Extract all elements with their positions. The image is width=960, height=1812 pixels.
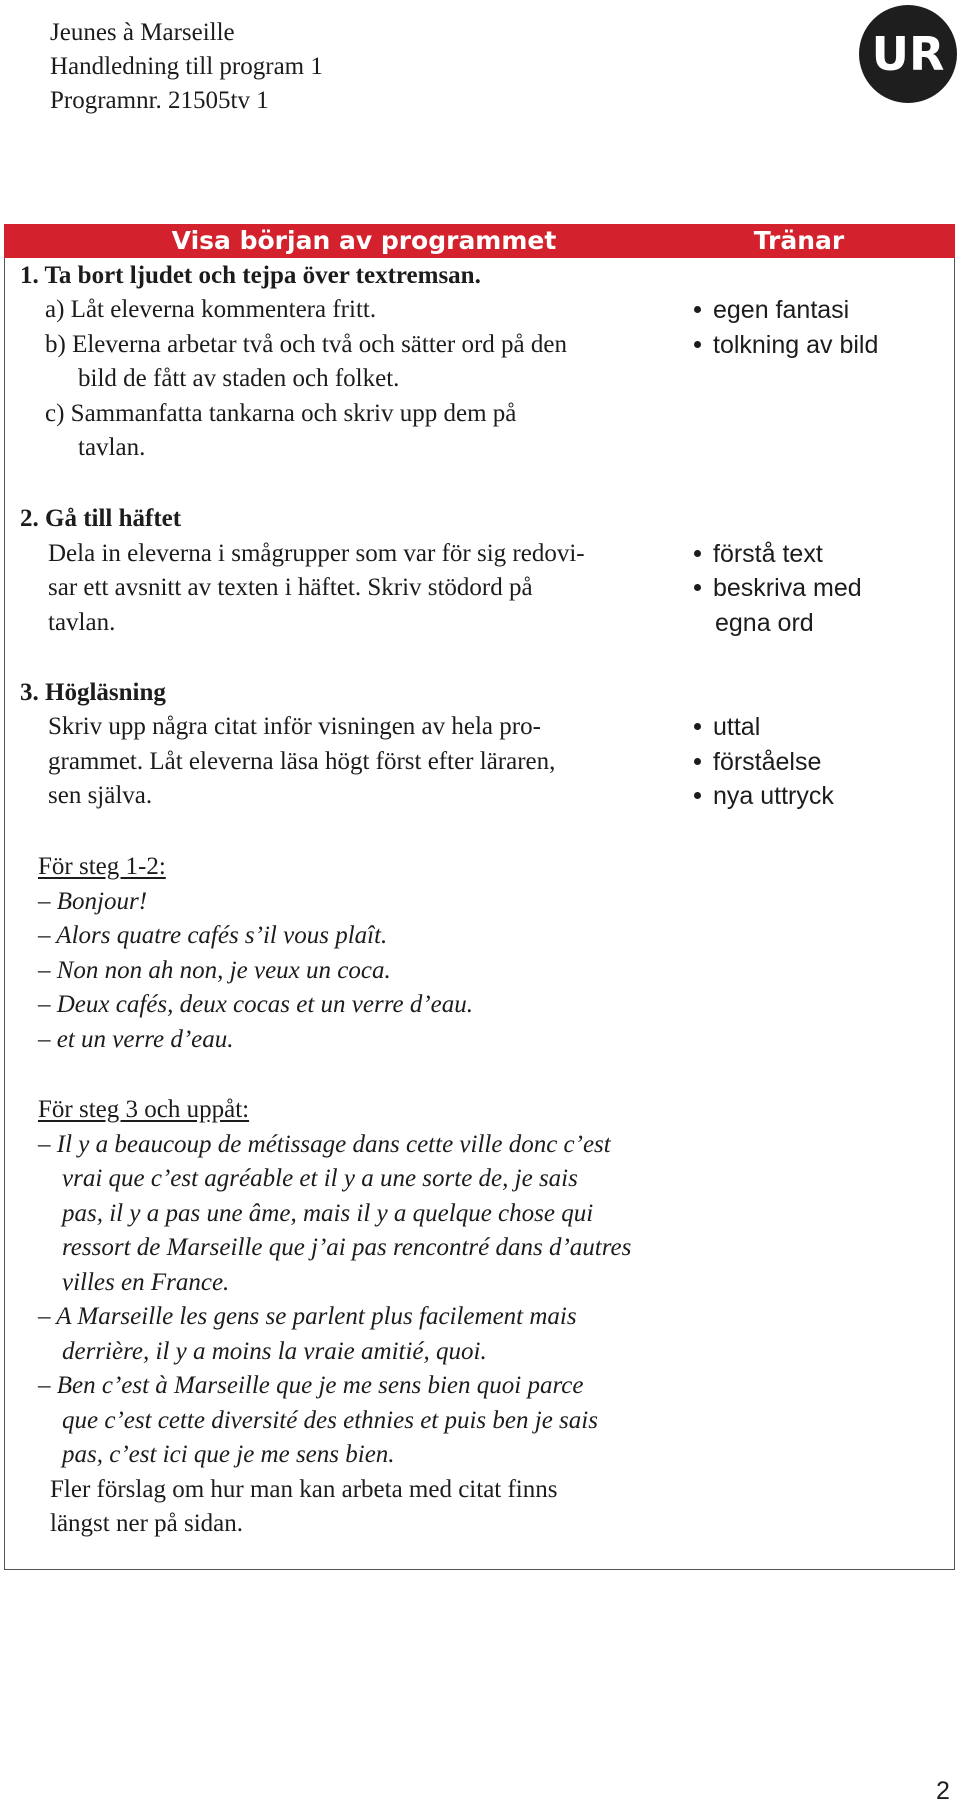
step2-text: tavlan. bbox=[48, 609, 116, 636]
quote-line: – Non non ah non, je veux un coca. bbox=[38, 957, 391, 984]
skill-label: egen fantasi bbox=[713, 296, 850, 324]
step1-item-b: b) Eleverna arbetar två och två och sätter ord på den bbox=[45, 331, 567, 358]
header-title: Jeunes à Marseille bbox=[50, 19, 235, 46]
quote-line: vrai que c’est agréable et il y a une sorte de, je sais bbox=[62, 1165, 578, 1192]
bullet-dot bbox=[694, 341, 701, 348]
quote-line: – Ben c’est à Marseille que je me sens bien quoi parce bbox=[38, 1372, 584, 1399]
header-program-number: Programnr. 21505tv 1 bbox=[50, 87, 269, 114]
step1-item-a: a) Låt eleverna kommentera fritt. bbox=[45, 296, 377, 323]
quotes12-heading: För steg 1-2: bbox=[38, 853, 166, 880]
page-number: 2 bbox=[936, 1777, 950, 1805]
quote-line: – Deux cafés, deux cocas et un verre d’eau. bbox=[38, 991, 474, 1018]
section-header-bar bbox=[4, 224, 955, 258]
step2-skill-cont: egna ord bbox=[715, 609, 814, 637]
bullet-dot bbox=[694, 723, 701, 730]
quote-line: ressort de Marseille que j’ai pas rencontré dans d’autres bbox=[62, 1234, 632, 1261]
skill-label: nya uttryck bbox=[713, 782, 834, 810]
step3-text: Skriv upp några citat inför visningen av hela pro- bbox=[48, 713, 541, 740]
step3-skill bbox=[694, 779, 834, 813]
quote-line: derrière, il y a moins la vraie amitié, quoi. bbox=[62, 1338, 487, 1365]
step2-skill bbox=[694, 537, 823, 571]
quotes3-footer: längst ner på sidan. bbox=[50, 1510, 244, 1537]
skill-label: uttal bbox=[713, 713, 761, 741]
skill-label: förstå text bbox=[713, 540, 823, 568]
quotes3-heading: För steg 3 och uppåt: bbox=[38, 1096, 250, 1123]
document-header bbox=[50, 16, 323, 118]
step2-skill bbox=[694, 571, 862, 605]
bullet-dot bbox=[694, 306, 701, 313]
step2-title: 2. Gå till häftet bbox=[20, 505, 182, 532]
step1-skill bbox=[694, 293, 849, 327]
step3-skill bbox=[694, 710, 760, 744]
step1-item-c: c) Sammanfatta tankarna och skriv upp dem på bbox=[45, 400, 517, 427]
skill-label: tolkning av bild bbox=[713, 331, 879, 359]
step3-text: grammet. Låt eleverna läsa högt först efter läraren, bbox=[48, 748, 556, 775]
step2-text: Dela in eleverna i smågrupper som var för sig redovi- bbox=[48, 540, 585, 567]
step3-title: 3. Högläsning bbox=[20, 679, 166, 706]
quote-line: que c’est cette diversité des ethnies et puis ben je sais bbox=[62, 1407, 598, 1434]
quote-line: – et un verre d’eau. bbox=[38, 1026, 234, 1053]
step3-text: sen själva. bbox=[48, 782, 153, 809]
step2-text: sar ett avsnitt av texten i häftet. Skriv stödord på bbox=[48, 574, 533, 601]
quotes3-footer: Fler förslag om hur man kan arbeta med citat finns bbox=[50, 1476, 558, 1503]
bullet-dot bbox=[694, 584, 701, 591]
bullet-dot bbox=[694, 792, 701, 799]
skill-label: beskriva med bbox=[713, 574, 862, 602]
quote-line: – Bonjour! bbox=[38, 888, 148, 915]
ur-logo bbox=[858, 4, 958, 104]
bar-left-label: Visa början av programmet bbox=[171, 226, 557, 255]
quote-line: – A Marseille les gens se parlent plus facilement mais bbox=[38, 1303, 577, 1330]
step3-skill bbox=[694, 745, 821, 779]
bullet-dot bbox=[694, 758, 701, 765]
step1-skill bbox=[694, 328, 878, 362]
quote-line: villes en France. bbox=[62, 1269, 230, 1296]
bullet-dot bbox=[694, 550, 701, 557]
quote-line: – Alors quatre cafés s’il vous plaît. bbox=[38, 922, 388, 949]
bar-right-label: Tränar bbox=[753, 226, 845, 255]
step1-title: 1. Ta bort ljudet och tejpa över textremsan. bbox=[20, 262, 481, 289]
ur-logo-text: UR bbox=[871, 27, 945, 81]
quote-line: pas, il y a pas une âme, mais il y a quelque chose qui bbox=[62, 1200, 594, 1227]
step1-item-b-cont: bild de fått av staden och folket. bbox=[78, 365, 400, 392]
quote-line: pas, c’est ici que je me sens bien. bbox=[62, 1441, 395, 1468]
skill-label: förståelse bbox=[713, 748, 822, 776]
quote-line: – Il y a beaucoup de métissage dans cette ville donc c’est bbox=[38, 1131, 611, 1158]
step1-item-c-cont: tavlan. bbox=[78, 434, 146, 461]
header-subtitle: Handledning till program 1 bbox=[50, 53, 323, 80]
